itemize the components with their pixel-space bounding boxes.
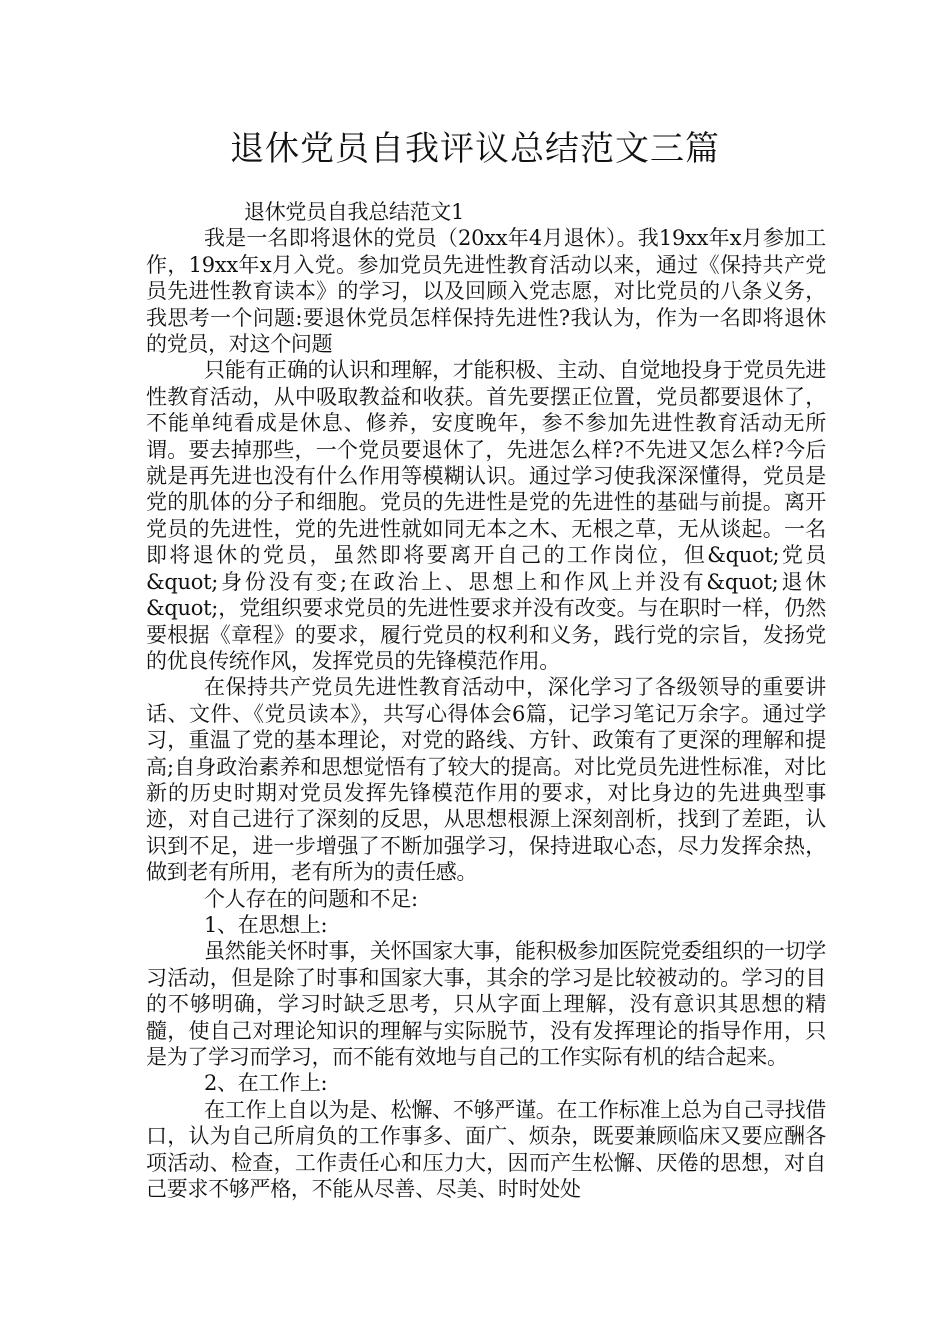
section-subtitle: 退休党员自我总结范文1 [244,200,465,224]
paragraph: 我是一名即将退休的党员（20xx年4月退休）。我19xx年x月参加工作，19xx年x月入党。参加党员先进性教育活动以来，通过《保持共产党员先进性教育读本》的学习，以及回顾入党志愿，对比党员的八条义务，我思考一个问题:要退休党员怎样保持先进性?我认为，作为一名即将退休的党员，对这个问题 [146,226,826,357]
paragraph: 在工作上自以为是、松懈、不够严谨。在工作标准上总为自己寻找借口，认为自己所肩负的工作事多、面广、烦杂，既要兼顾临床又要应酬各项活动、检查，工作责任心和压力大，因而产生松懈、厌倦的思想，对自己要求不够严格，不能从尽善、尽美、时时处处 [146,1097,826,1202]
document-body [146,199,826,1202]
paragraph: 只能有正确的认识和理解，才能积极、主动、自觉地投身于党员先进性教育活动，从中吸取教益和收获。首先要摆正位置，党员都要退休了，不能单纯看成是休息、修养，安度晚年，参不参加先进性教育活动无所谓。要去掉那些，一个党员要退休了，先进怎么样?不先进又怎么样?今后就是再先进也没有什么作用等模糊认识。通过学习使我深深懂得，党员是党的肌体的分子和细胞。党员的先进性是党的先进性的基础与前提。离开党员的先进性，党的先进性就如同无本之木、无根之草，无从谈起。一名即将退休的党员，虽然即将要离开自己的工作岗位，但&quot;党员&quot;身份没有变;在政治上、思想上和作风上并没有&quot;退休&quot;，党组织要求党员的先进性要求并没有改变。与在职时一样，仍然要根据《章程》的要求，履行党员的权利和义务，践行党的宗旨，发扬党的优良传统作风，发挥党员的先锋模范作用。 [146,358,826,673]
paragraph: 在保持共产党员先进性教育活动中，深化学习了各级领导的重要讲话、文件、《党员读本》，共写心得体会6篇，记学习笔记万余字。通过学习，重温了党的基本理论，对党的路线、方针、政策有了更深的理解和提高;自身政治素养和思想觉悟有了较大的提高。对比党员先进性标准，对比新的历史时期对党员发挥先锋模范作用的要求，对比身边的先进典型事迹，对自己进行了深刻的反思，从思想根源上深刻剖析，找到了差距，认识到不足，进一步增强了不断加强学习，保持进取心态，尽力发挥余热，做到老有所用，老有所为的责任感。 [146,675,826,885]
section-heading: 1、在思想上: [204,912,328,937]
paragraph: 虽然能关怀时事，关怀国家大事，能积极参加医院党委组织的一切学习活动，但是除了时事和国家大事，其余的学习是比较被动的。学习的目的不够明确，学习时缺乏思考，只从字面上理解，没有意识其思想的精髓，使自己对理论知识的理解与实际脱节，没有发挥理论的指导作用，只是为了学习而学习，而不能有效地与自己的工作实际有机的结合起来。 [146,939,826,1069]
document-title: 退休党员自我评议总结范文三篇 [230,129,720,169]
section-heading: 个人存在的问题和不足: [204,886,418,911]
section-heading: 2、在工作上: [204,1071,328,1096]
